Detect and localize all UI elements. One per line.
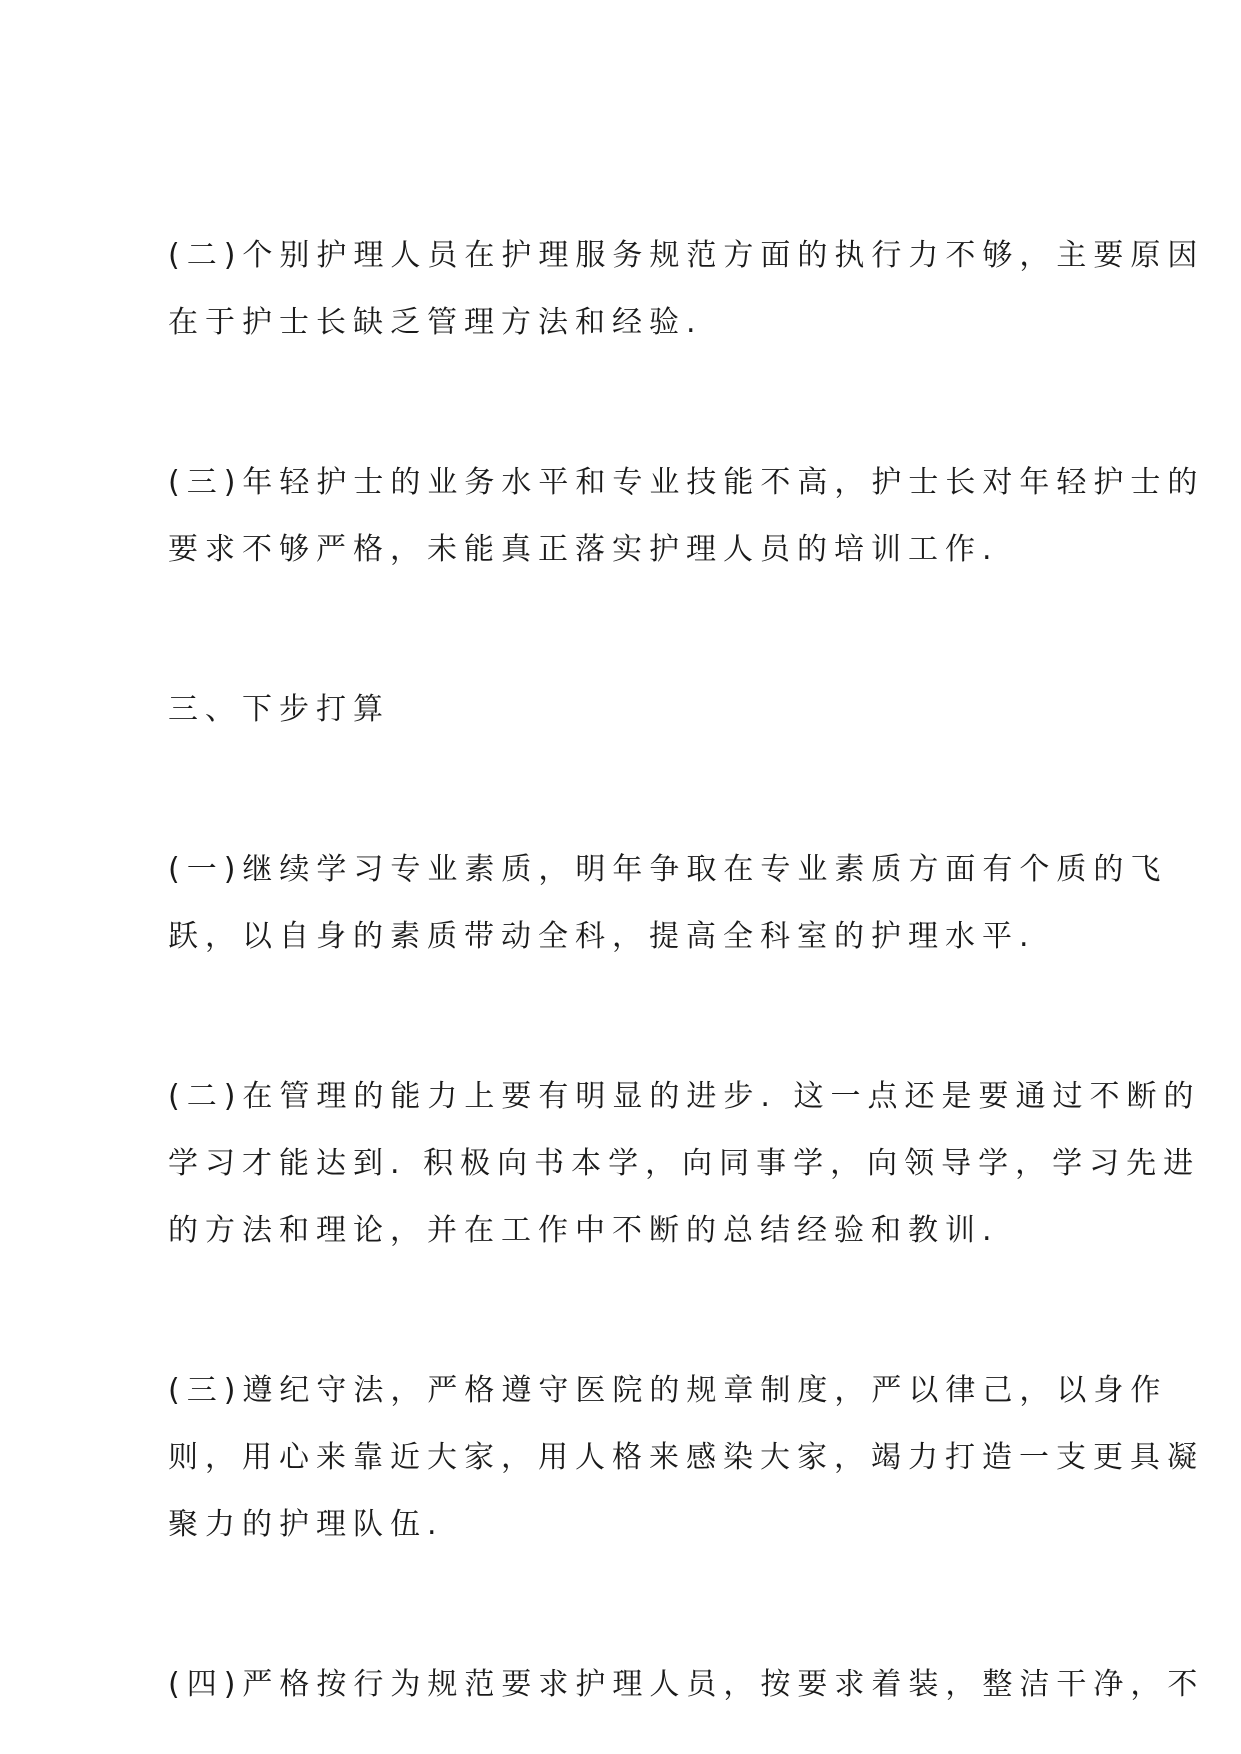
paragraph-spacer	[168, 1264, 1098, 1357]
paragraph-execution-issue	[168, 222, 1205, 356]
paragraph-training-issue	[168, 449, 1205, 583]
text-line: (三)遵纪守法，严格遵守医院的规章制度，严以律己，以身作	[168, 1373, 1168, 1408]
paragraph-spacer	[168, 356, 1098, 449]
section-heading-next-steps	[168, 676, 1098, 743]
text-line: (二)在管理的能力上要有明显的进步. 这一点还是要通过不断的	[168, 1079, 1201, 1114]
paragraph-continue-study	[168, 836, 1168, 970]
heading-text: 三、下步打算	[168, 692, 390, 727]
paragraph-spacer	[168, 1558, 1098, 1651]
text-line: 要求不够严格，未能真正落实护理人员的培训工作.	[168, 532, 999, 567]
paragraph-conduct-standards	[168, 1651, 1205, 1718]
paragraph-discipline	[168, 1357, 1204, 1558]
text-line: 在于护士长缺乏管理方法和经验.	[168, 305, 703, 340]
paragraph-spacer	[168, 743, 1098, 836]
text-line: 的方法和理论，并在工作中不断的总结经验和教训.	[168, 1213, 999, 1248]
text-line: (四)严格按行为规范要求护理人员，按要求着装，整洁干净，不	[168, 1667, 1205, 1702]
paragraph-spacer	[168, 583, 1098, 676]
text-line: (二)个别护理人员在护理服务规范方面的执行力不够，主要原因	[168, 238, 1205, 273]
text-line: (一)继续学习专业素质，明年争取在专业素质方面有个质的飞	[168, 852, 1168, 887]
paragraph-spacer	[168, 970, 1098, 1063]
document-body	[168, 222, 1205, 1718]
text-line: 学习才能达到. 积极向书本学，向同事学，向领导学，学习先进	[168, 1146, 1201, 1181]
text-line: 则，用心来靠近大家，用人格来感染大家，竭力打造一支更具凝	[168, 1440, 1204, 1475]
text-line: (三)年轻护士的业务水平和专业技能不高，护士长对年轻护士的	[168, 465, 1205, 500]
text-line: 聚力的护理队伍.	[168, 1507, 444, 1542]
paragraph-management-progress	[168, 1063, 1201, 1264]
text-line: 跃，以自身的素质带动全科，提高全科室的护理水平.	[168, 919, 1036, 954]
